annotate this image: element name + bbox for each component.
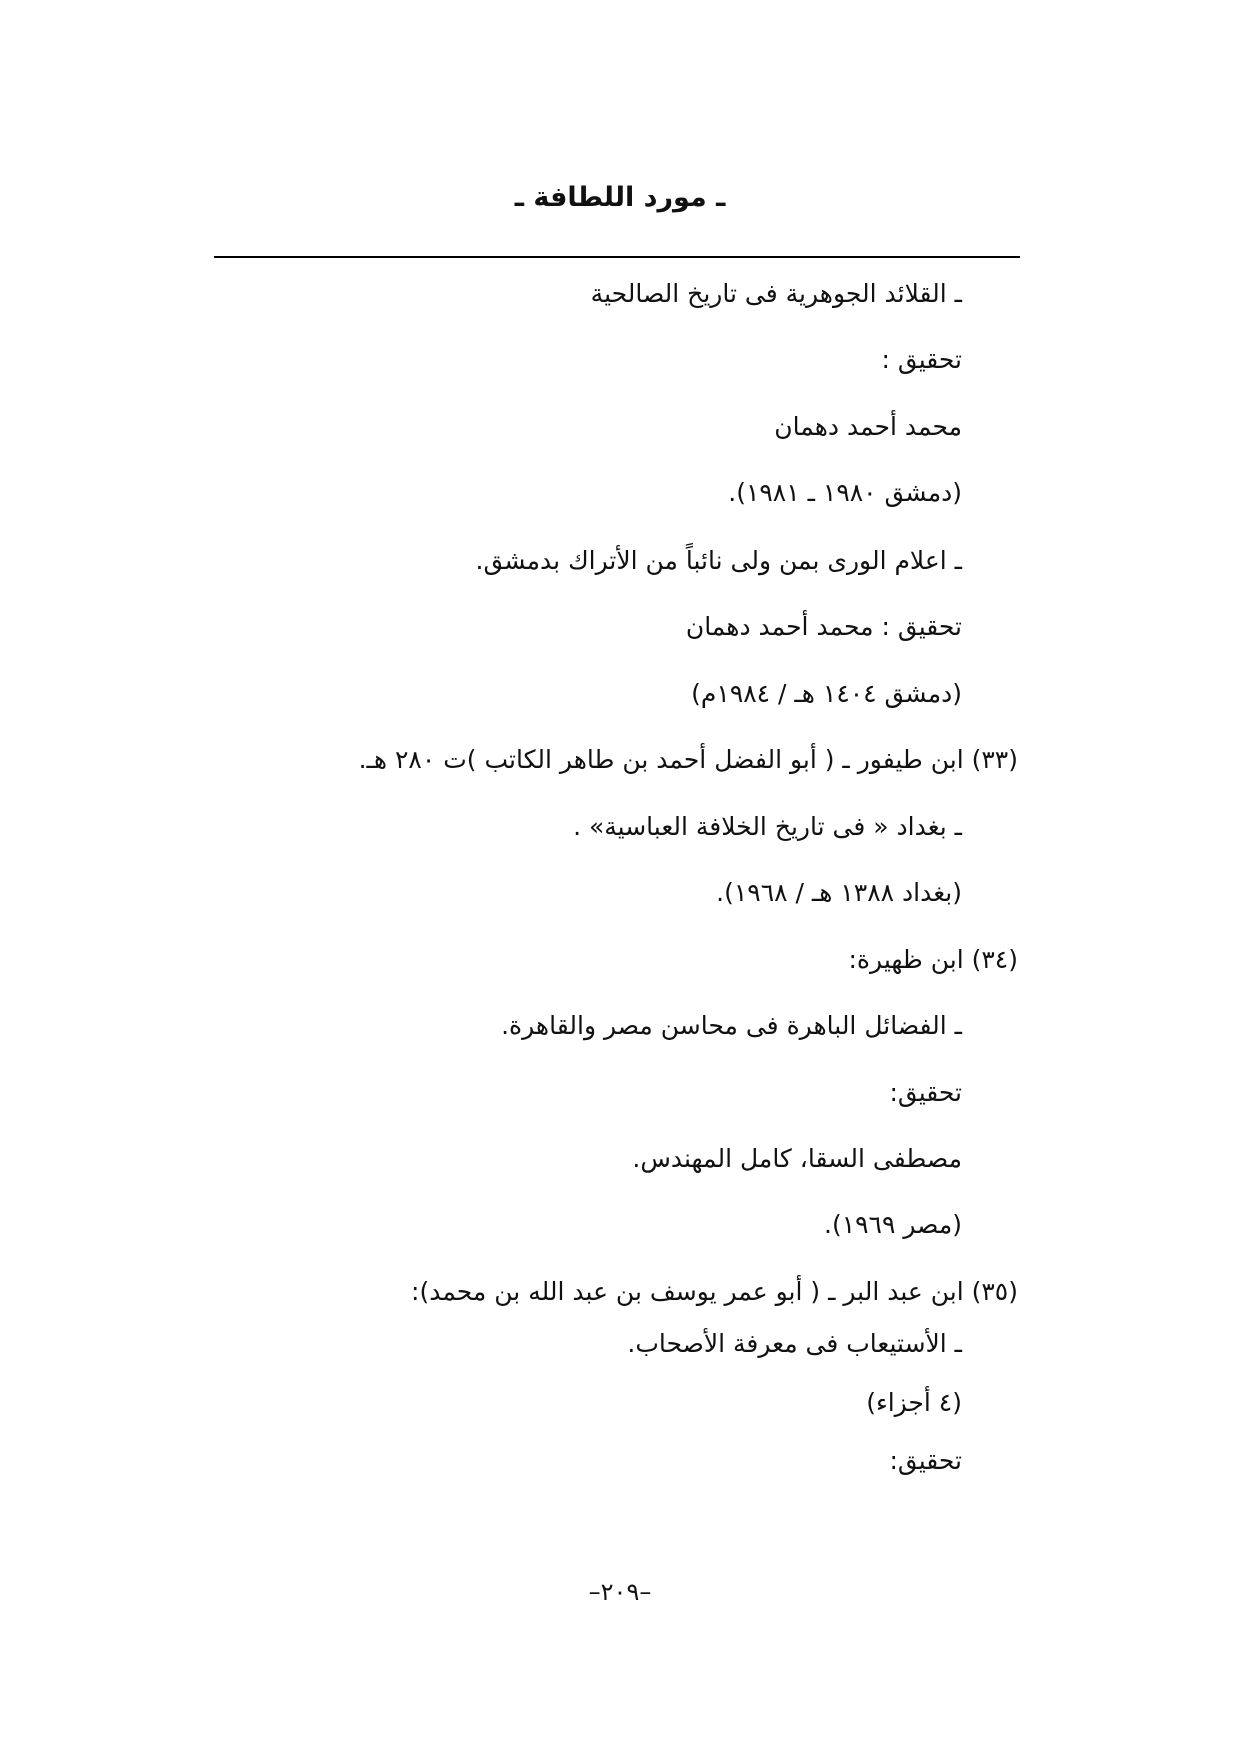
publication-line: (دمشق ١٩٨٠ ـ ١٩٨١). [728, 478, 962, 507]
publication-line: (بغداد ١٣٨٨ هـ / ١٩٦٨). [716, 878, 962, 907]
publication-line: (دمشق ١٤٠٤ هـ / ١٩٨٤م) [691, 679, 962, 708]
editor-label-line: تحقيق: [889, 1446, 962, 1475]
entry-heading-34: (٣٤) ابن ظهيرة: [848, 945, 1018, 974]
editor-name-line: مصطفى السقا، كامل المهندس. [632, 1144, 962, 1173]
editor-label-line: تحقيق: [889, 1078, 962, 1107]
book-title-line: ـ الفضائل الباهرة فى محاسن مصر والقاهرة. [501, 1011, 962, 1040]
book-title-line: ـ الأستيعاب فى معرفة الأصحاب. [627, 1329, 962, 1358]
editor-line: تحقيق : محمد أحمد دهمان [685, 612, 962, 641]
editor-name-line: محمد أحمد دهمان [774, 412, 962, 441]
entry-heading-35: (٣٥) ابن عبد البر ـ ( أبو عمر يوسف بن عبد الله بن محمد): [411, 1277, 1018, 1306]
volumes-line: (٤ أجزاء) [866, 1388, 962, 1417]
page-number: –٢٠٩– [588, 1578, 652, 1606]
editor-label-line: تحقيق : [881, 345, 962, 374]
book-title-line: ـ بغداد « فى تاريخ الخلافة العباسية» . [573, 812, 962, 841]
entry-heading-33: (٣٣) ابن طيفور ـ ( أبو الفضل أحمد بن طاهر الكاتب )ت ٢٨٠ هـ. [358, 745, 1018, 774]
book-title-line: ـ القلائد الجوهرية فى تاريخ الصالحية [590, 279, 962, 308]
running-header: ـ مورد اللطافة ـ [514, 182, 726, 213]
publication-line: (مصر ١٩٦٩). [824, 1210, 962, 1239]
header-rule [214, 256, 1020, 258]
book-title-line: ـ اعلام الورى بمن ولى نائباً من الأتراك بدمشق. [475, 546, 962, 575]
